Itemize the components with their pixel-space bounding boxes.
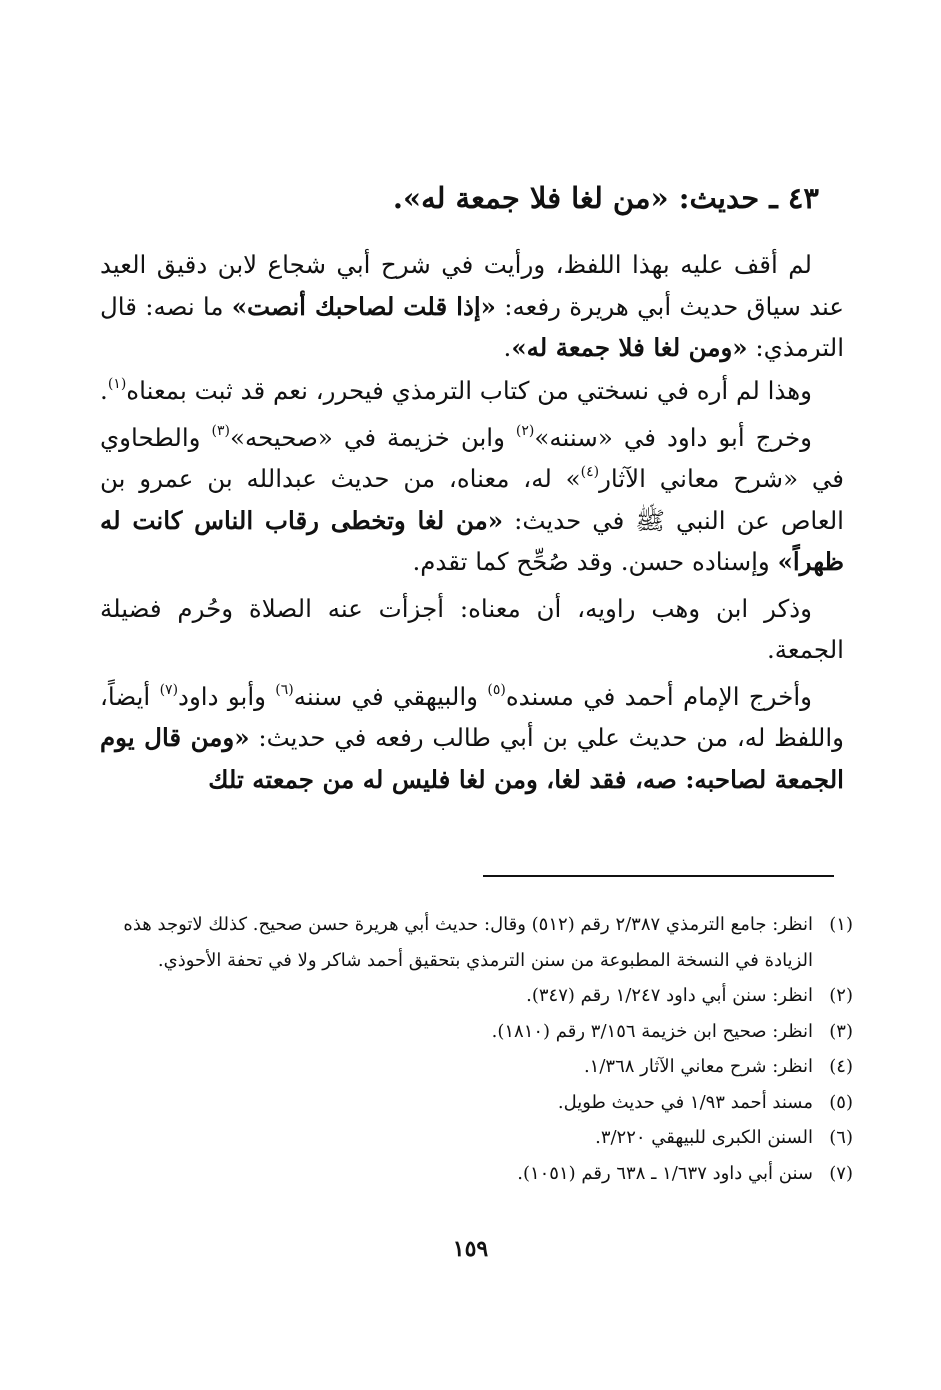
paragraph-5-text-c: وأبو داود bbox=[178, 681, 276, 711]
paragraph-5-text-d: أيضاً، واللفظ له، من حديث علي بن أبي طالب رفعه في حديث: bbox=[100, 681, 844, 752]
footnote-text: انظر: شرح معاني الآثار ١/٣٦٨. bbox=[583, 1056, 813, 1077]
paragraph-2-text-a: وهذا لم أره في نسختي من كتاب الترمذي فيحرر، نعم قد ثبت بمعناه bbox=[126, 375, 812, 405]
paragraph-1-text-e: . bbox=[503, 333, 512, 362]
paragraph-2-text-b: . bbox=[100, 375, 108, 405]
paragraph-1-text-c: ما نصه: قال الترمذي: bbox=[100, 291, 844, 362]
footnote-3 bbox=[100, 1014, 853, 1050]
footnote-2 bbox=[100, 978, 853, 1014]
paragraph-4: وذكر ابن وهب راويه، أن معناه: أجزأت عنه الصلاة وحُرم فضيلة الجمعة. bbox=[100, 593, 844, 664]
paragraph-3-text-a: وخرج أبو داود في «سننه» bbox=[534, 422, 812, 452]
footnote-ref-3[interactable]: (٣) bbox=[211, 422, 230, 439]
footnote-6 bbox=[100, 1120, 853, 1156]
page-number: ١٥٩ bbox=[452, 1236, 489, 1262]
paragraph-1 bbox=[100, 244, 844, 369]
section-heading: ٤٣ ـ حديث: «من لغا فلا جمعة له». bbox=[392, 181, 819, 215]
footnote-5 bbox=[100, 1085, 853, 1121]
paragraph-3-text-b: وابن خزيمة في «صحيحه» bbox=[229, 422, 516, 452]
quoted-hadith-2: «ومن لغا فلا جمعة له» bbox=[511, 333, 748, 362]
footnote-number: (١) bbox=[829, 914, 853, 935]
footnotes bbox=[100, 907, 853, 1191]
footnote-number: (٢) bbox=[829, 985, 853, 1006]
footnote-text: انظر: سنن أبي داود ١/٢٤٧ رقم (٣٤٧). bbox=[526, 985, 813, 1006]
footnote-ref-5[interactable]: (٥) bbox=[487, 681, 506, 698]
footnote-number: (٦) bbox=[829, 1127, 853, 1148]
footnote-text: مسند أحمد ١/٩٣ في حديث طويل. bbox=[557, 1091, 813, 1113]
footnote-number: (٣) bbox=[829, 1020, 853, 1042]
paragraph-3-text-c: والطحاوي في «شرح معاني الآثار bbox=[100, 422, 844, 493]
footnote-text: السنن الكبرى للبيهقي ٣/٢٢٠. bbox=[595, 1127, 813, 1148]
footnote-ref-6[interactable]: (٦) bbox=[275, 681, 294, 698]
footnote-number: (٤) bbox=[829, 1056, 853, 1077]
paragraph-3-text-d: » له، معناه، من حديث عبدالله بن عمرو بن العاص عن النبي ﷺ في حديث: bbox=[100, 464, 844, 535]
body-text bbox=[100, 244, 844, 805]
paragraph-2 bbox=[100, 374, 844, 407]
paragraph-3-text-f: وإسناده حسن. وقد صُحِّح كما تقدم. bbox=[412, 547, 778, 576]
footnote-ref-2[interactable]: (٢) bbox=[515, 422, 535, 439]
paragraph-5 bbox=[100, 676, 844, 801]
paragraph-3 bbox=[100, 417, 844, 583]
footnote-text: انظر: صحيح ابن خزيمة ٣/١٥٦ رقم (١٨١٠). bbox=[491, 1020, 813, 1042]
quoted-hadith-3: «من لغا وتخطى رقاب الناس كانت له ظهراً» bbox=[100, 505, 844, 576]
footnote-ref-7[interactable]: (٧) bbox=[159, 681, 179, 698]
footnote-4 bbox=[100, 1049, 853, 1085]
footnote-text: انظر: جامع الترمذي ٢/٣٨٧ رقم (٥١٢) وقال: حديث أبي هريرة حسن صحيح. كذلك لاتوجد هذه الزيادة في النسخة المطبوعة من سنن الترمذي بتحقيق أحمد شاكر ولا في تحفة الأحوذي. bbox=[123, 914, 813, 971]
footnote-number: (٧) bbox=[829, 1162, 853, 1184]
footnote-7 bbox=[100, 1156, 853, 1192]
footnote-ref-1[interactable]: (١) bbox=[107, 375, 127, 392]
quoted-hadith-1: «إذا قلت لصاحبك أنصت» bbox=[231, 291, 496, 321]
paragraph-1-text-a: لم أقف عليه بهذا اللفظ، ورأيت في شرح أبي شجاع لابن دقيق العيد عند سياق حديث أبي هريرة رفعه: bbox=[100, 250, 844, 321]
paragraph-5-text-b: والبيهقي في سننه bbox=[293, 681, 488, 711]
quoted-hadith-4: «ومن قال يوم الجمعة لصاحبه: صه، فقد لغا، ومن لغا فليس له من جمعته تلك bbox=[100, 723, 844, 794]
footnote-number: (٥) bbox=[829, 1091, 853, 1113]
paragraph-5-text-a: وأخرج الإمام أحمد في مسنده bbox=[505, 681, 812, 711]
footnote-1 bbox=[100, 907, 853, 978]
footnote-separator bbox=[483, 875, 834, 877]
footnote-ref-4[interactable]: (٤) bbox=[580, 464, 600, 480]
footnote-text: سنن أبي داود ١/٦٣٧ ـ ٦٣٨ رقم (١٠٥١). bbox=[517, 1162, 813, 1184]
